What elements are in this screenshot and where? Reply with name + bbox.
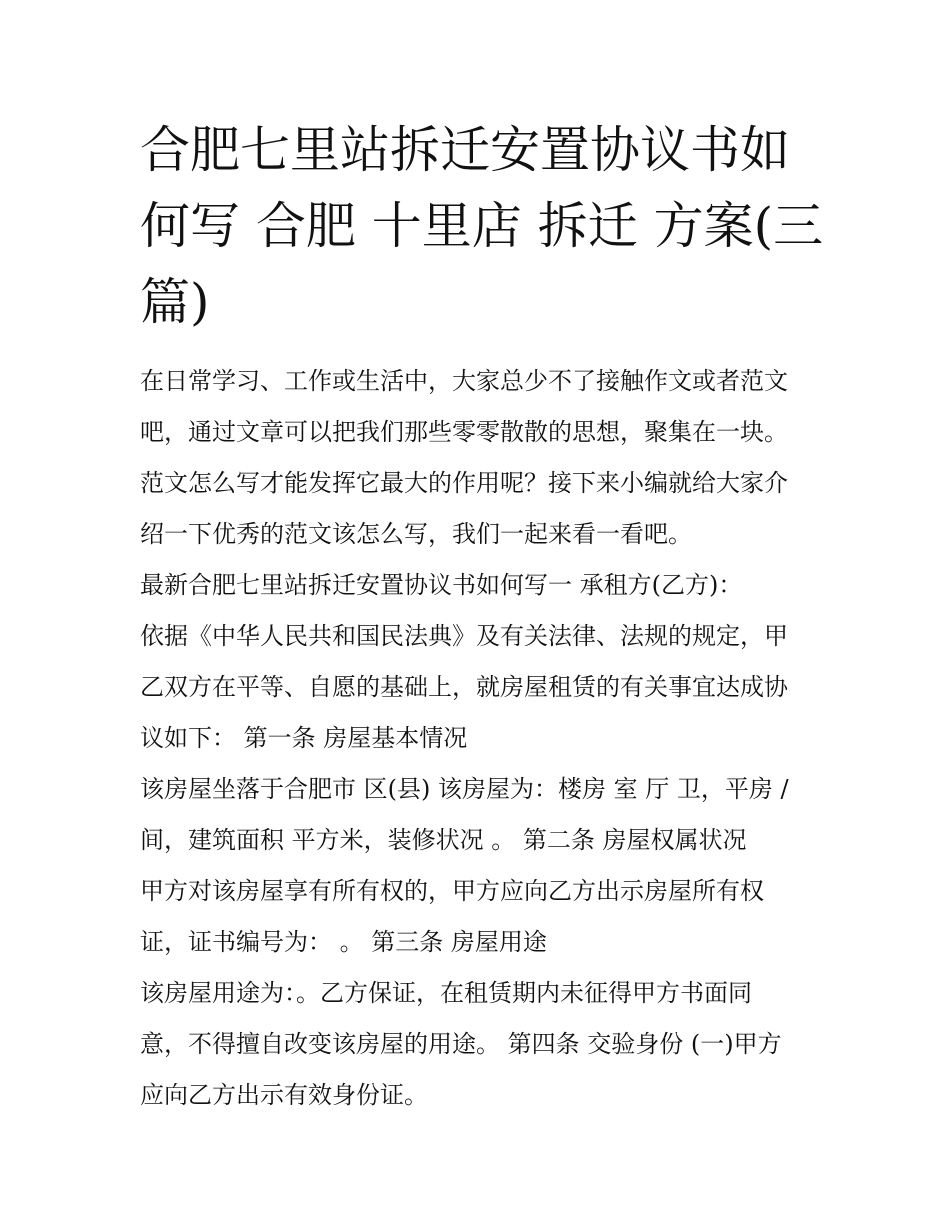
body-line: 乙双方在平等、自愿的基础上，就房屋租赁的有关事宜达成协 <box>140 673 788 701</box>
body-line: 在日常学习、工作或生活中，大家总少不了接触作文或者范文 <box>140 367 788 395</box>
body-line: 该房屋用途为：。乙方保证，在租赁期内未征得甲方书面同 <box>140 979 752 1007</box>
body-line: 意，不得擅自改变该房屋的用途。 第四条 交验身份 (一)甲方 <box>140 1030 782 1058</box>
body-line: 最新合肥七里站拆迁安置协议书如何写一 承租方(乙方)： <box>140 571 743 599</box>
body-line: 应向乙方出示有效身份证。 <box>140 1081 428 1109</box>
body-line: 议如下： 第一条 房屋基本情况 <box>140 724 468 752</box>
title-line: 合肥七里站拆迁安置协议书如 <box>140 121 790 179</box>
body-line: 间，建筑面积 平方米，装修状况 。 第二条 房屋权属状况 <box>140 826 747 854</box>
body-line: 绍一下优秀的范文该怎么写，我们一起来看一看吧。 <box>140 520 692 548</box>
body-line: 依据《中华人民共和国民法典》及有关法律、法规的规定，甲 <box>140 622 788 650</box>
body-line: 证，证书编号为： 。 第三条 房屋用途 <box>140 928 547 956</box>
document-body <box>140 356 830 1121</box>
body-line: 范文怎么写才能发挥它最大的作用呢？接下来小编就给大家介 <box>140 469 788 497</box>
title-line: 何写 合肥 十里店 拆迁 方案(三 <box>140 197 824 255</box>
body-line: 吧，通过文章可以把我们那些零零散散的思想，聚集在一块。 <box>140 418 788 446</box>
body-line: 该房屋坐落于合肥市 区(县) 该房屋为：楼房 室 厅 卫，平房 / <box>140 775 789 803</box>
body-line: 甲方对该房屋享有所有权的，甲方应向乙方出示房屋所有权 <box>140 877 764 905</box>
title-line: 篇) <box>140 273 210 331</box>
document-title <box>140 112 824 340</box>
